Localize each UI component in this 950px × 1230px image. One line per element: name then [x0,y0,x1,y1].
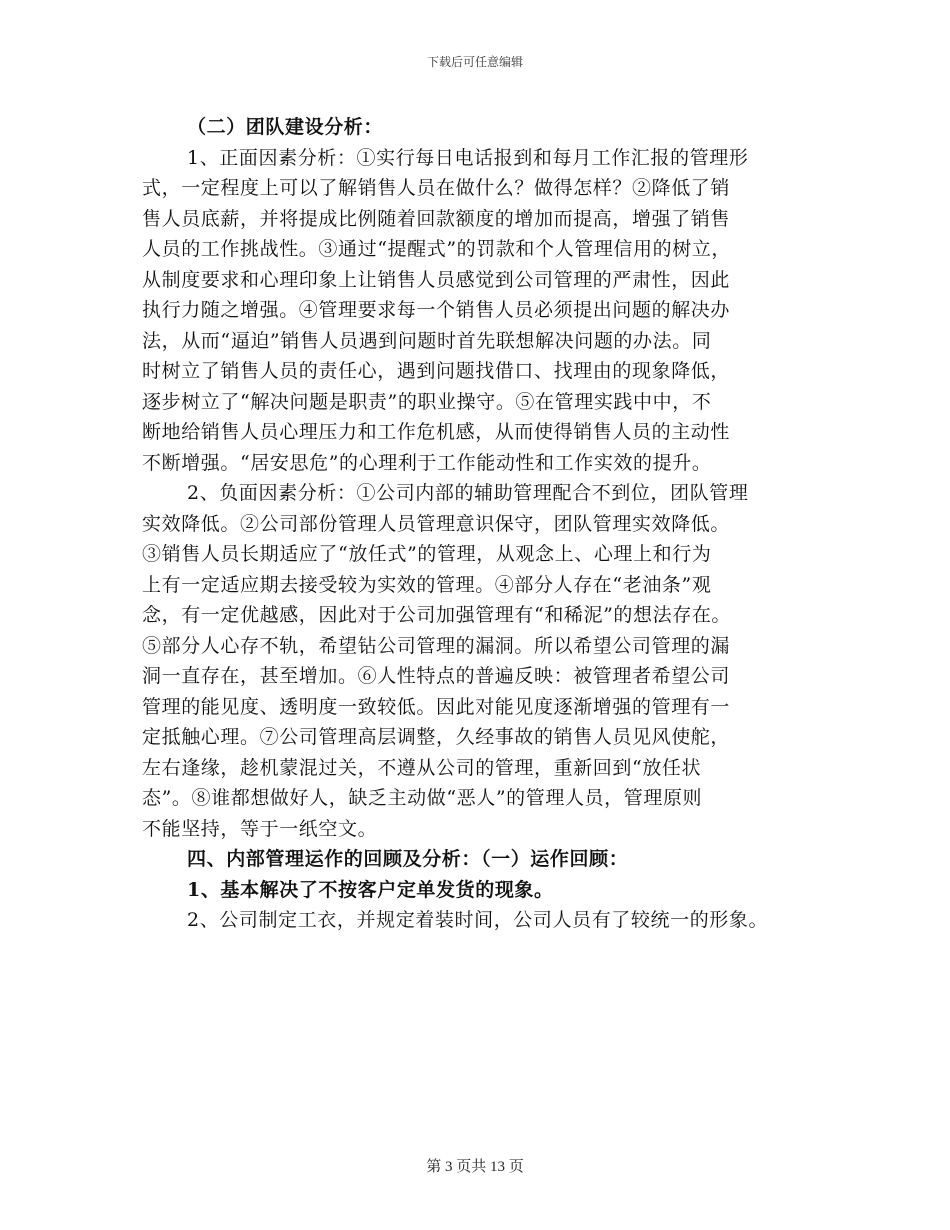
text-line: 2、负面因素分析：①公司内部的辅助管理配合不到位，团队管理 [187,482,749,504]
document-body [142,112,832,936]
text-line: 2、公司制定工衣，并规定着装时间，公司人员有了较统一的形象。 [187,909,769,931]
text-line: 实效降低。②公司部份管理人员管理意识保守，团队管理实效降低。 [142,512,731,535]
text-line: 执行力随之增强。④管理要求每一个销售人员必须提出问题的解决办 [142,299,731,321]
text-line: 逐步树立了“解决问题是职责”的职业操守。⑤在管理实践中中，不 [142,390,712,413]
text-line: 1、正面因素分析：①实行每日电话报到和每月工作汇报的管理形 [187,146,749,169]
text-line: 从制度要求和心理印象上让销售人员感觉到公司管理的严肃性，因此 [142,268,731,291]
text-line: 售人员底薪，并将提成比例随着回款额度的增加而提高，增强了销售 [142,207,731,230]
text-line: 洞一直存在，甚至增加。⑥人性特点的普遍反映：被管理者希望公司 [142,665,731,687]
page-footer: 第 3 页共 13 页 [426,1159,524,1175]
text-line: 管理的能见度、透明度一致较低。因此对能见度逐渐增强的管理有一 [142,695,731,718]
text-line: 不断增强。“居安思危”的心理利于工作能动性和工作实效的提升。 [142,451,712,474]
section-heading: 四、内部管理运作的回顾及分析：（一）运作回顾： [187,848,629,870]
text-line: 人员的工作挑战性。③通过“提醒式”的罚款和个人管理信用的树立， [142,238,732,260]
text-line: 念，有一定优越感，因此对于公司加强管理有“和稀泥”的想法存在。 [142,604,732,626]
text-line: 定抵触心理。⑦公司管理高层调整，久经事故的销售人员见风使舵， [142,726,731,748]
text-line: 不能坚持，等于一纸空文。 [142,817,378,840]
page-header: 下载后可任意编辑 [426,55,523,69]
text-line: 式，一定程度上可以了解销售人员在做什么？做得怎样？②降低了销 [142,177,731,199]
section-heading: （二）团队建设分析： [187,116,384,138]
text-line: 断地给销售人员心理压力和工作危机感，从而使得销售人员的主动性 [142,421,731,443]
text-line: 时树立了销售人员的责任心，遇到问题找借口、找理由的现象降低， [142,360,731,382]
text-line: 左右逢缘，趁机蒙混过关，不遵从公司的管理，重新回到“放任状 [142,756,702,779]
text-line: 法，从而“逼迫”销售人员遇到问题时首先联想解决问题的办法。同 [142,329,712,352]
text-line: ⑤部分人心存不轨，希望钻公司管理的漏洞。所以希望公司管理的漏 [142,634,731,657]
text-line: 上有一定适应期去接受较为实效的管理。④部分人存在“老油条”观 [142,573,712,596]
text-line: 态”。⑧谁都想做好人，缺乏主动做“恶人”的管理人员，管理原则 [142,787,703,809]
text-line: ③销售人员长期适应了“放任式”的管理，从观念上、心理上和行为 [142,543,712,565]
section-heading: 1、基本解决了不按客户定单发货的现象。 [187,878,554,901]
